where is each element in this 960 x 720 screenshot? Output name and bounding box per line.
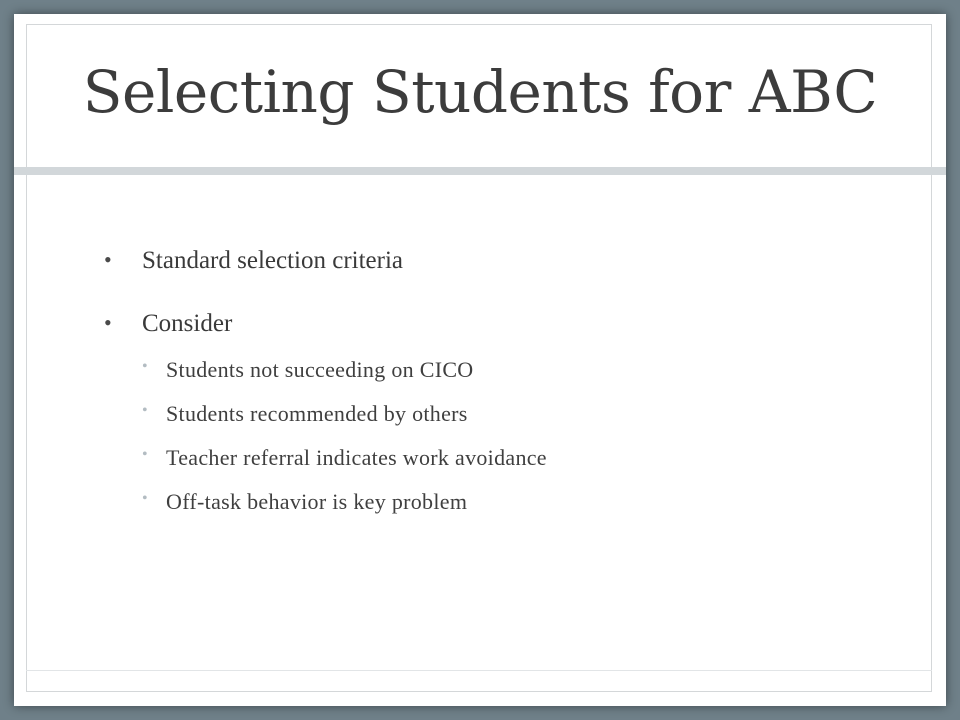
bullet-label: Consider [142, 310, 233, 337]
slide [14, 14, 946, 706]
sub-bullet-icon: • [142, 358, 148, 375]
bullet-icon: • [104, 310, 112, 335]
sub-bullet-label: Students not succeeding on CICO [166, 357, 474, 382]
sub-bullet-label: Students recommended by others [166, 401, 468, 426]
footer-divider [26, 670, 932, 671]
sub-bullet-label: Teacher referral indicates work avoidance [166, 445, 547, 470]
sub-bullet-label: Off-task behavior is key problem [166, 489, 468, 514]
bullet-icon: • [104, 247, 112, 272]
slide-body [14, 14, 946, 706]
bullet-label: Standard selection criteria [142, 247, 403, 274]
slide-title: Selecting Students for ABC [82, 58, 878, 126]
sub-bullet-icon: • [142, 490, 148, 507]
sub-bullet-icon: • [142, 446, 148, 463]
sub-bullet-icon: • [142, 402, 148, 419]
